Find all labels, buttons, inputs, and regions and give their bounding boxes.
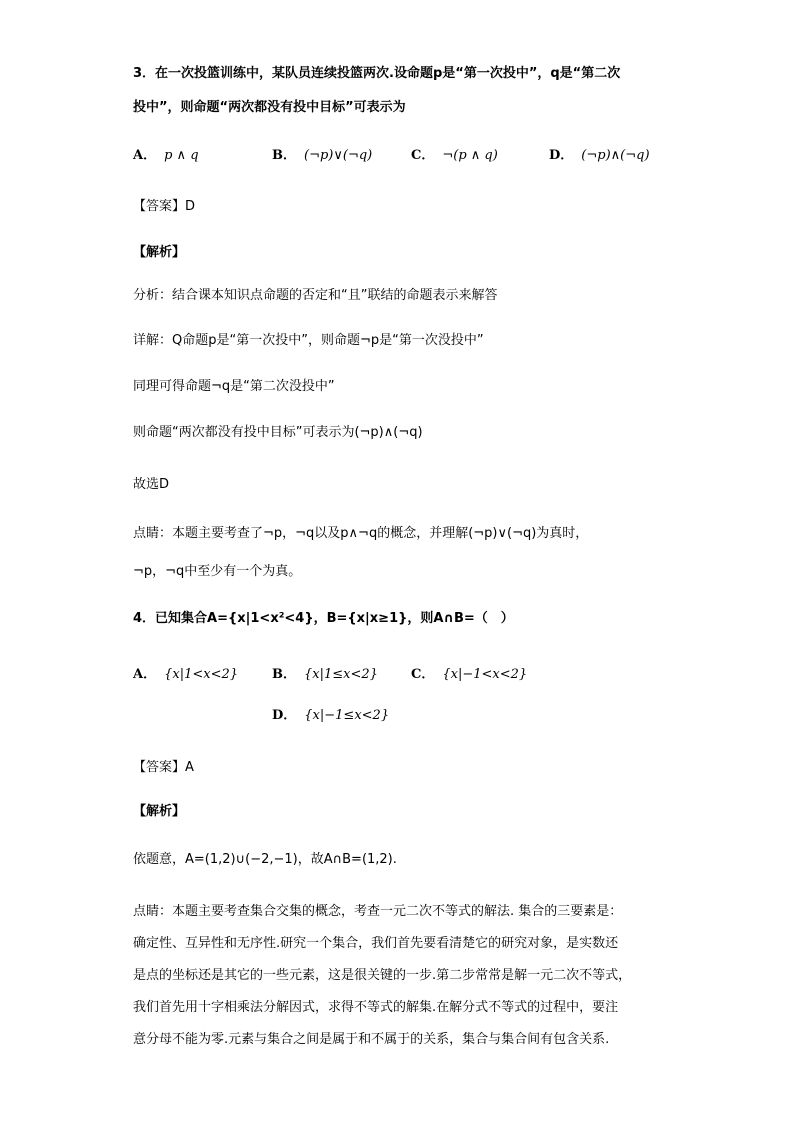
q3-analysis-line: 分析：结合课本知识点命题的否定和“且”联结的命题表示来解答 — [133, 288, 498, 303]
q3-option-a — [133, 146, 199, 166]
option-value: {x|1≤x<2} — [304, 667, 378, 682]
option-value: (¬p)∨(¬q) — [304, 148, 373, 163]
option-value: (¬p)∧(¬q) — [581, 148, 650, 163]
q3-note-line: ¬p，¬q中至少有一个为真。 — [133, 564, 302, 579]
q3-stem-line1: 3．在一次投篮训练中，某队员连续投篮两次.设命题p是“第一次投中”，q是“第二次 — [133, 66, 621, 81]
option-value: {x|−1<x<2} — [442, 667, 528, 682]
option-key: C． — [411, 667, 435, 682]
q3-analysis-heading: 【解析】 — [133, 245, 186, 260]
option-value: {x|1<x<2} — [164, 667, 239, 682]
option-key: C． — [411, 148, 435, 163]
q4-note-line: 点睛：本题主要考查集合交集的概念，考查一元二次不等式的解法. 集合的三要素是： — [133, 904, 623, 919]
q4-note-line: 我们首先用十字相乘法分解因式，求得不等式的解集.在解分式不等式的过程中，要注 — [133, 1000, 619, 1015]
q4-note-line: 意分母不能为零.元素与集合之间是属于和不属于的关系，集合与集合间有包含关系. — [133, 1032, 610, 1047]
option-value: ¬(p ∧ q) — [442, 148, 498, 163]
option-key: B． — [272, 667, 296, 682]
q4-option-a — [133, 665, 238, 685]
q4-option-d — [272, 706, 389, 726]
q3-analysis-line: 则命题“两次都没有投中目标”可表示为(¬p)∧(¬q) — [133, 425, 423, 440]
q3-option-b — [272, 146, 372, 166]
q3-analysis-line: 故选D — [133, 477, 170, 492]
option-value: p ∧ q — [164, 148, 199, 163]
option-key: B． — [272, 148, 296, 163]
q4-note-line: 是点的坐标还是其它的一些元素，这是很关键的一步.第二步常常是解一元二次不等式， — [133, 968, 632, 983]
option-key: D． — [272, 708, 297, 723]
q4-solution: 依题意，A=(1,2)∪(−2,−1)，故A∩B=(1,2). — [133, 852, 397, 867]
q4-stem: 4．已知集合A={x|1<x²<4}，B={x|x≥1}，则A∩B=（ ） — [133, 611, 514, 626]
q3-analysis-line: 同理可得命题¬q是“第二次没投中” — [133, 379, 335, 394]
q3-analysis-line: 详解：Q命题p是“第一次投中”，则命题¬p是“第一次没投中” — [133, 333, 484, 348]
option-value: {x|−1≤x<2} — [304, 708, 390, 723]
q3-answer: 【答案】D — [133, 199, 196, 214]
q3-stem-line2: 投中”，则命题“两次都没有投中目标”可表示为 — [133, 100, 406, 115]
q3-option-d — [549, 146, 650, 166]
option-key: A． — [133, 148, 157, 163]
q3-option-c — [411, 146, 498, 166]
q4-note-line: 确定性、互异性和无序性.研究一个集合，我们首先要看清楚它的研究对象，是实数还 — [133, 936, 619, 951]
option-key: A． — [133, 667, 157, 682]
q4-answer: 【答案】A — [133, 760, 194, 775]
q3-note-line: 点睛：本题主要考查了¬p，¬q以及p∧¬q的概念，并理解(¬p)∨(¬q)为真时， — [133, 526, 589, 541]
q4-option-c — [411, 665, 527, 685]
q4-option-b — [272, 665, 378, 685]
option-key: D． — [549, 148, 574, 163]
q4-analysis-heading: 【解析】 — [133, 804, 186, 819]
